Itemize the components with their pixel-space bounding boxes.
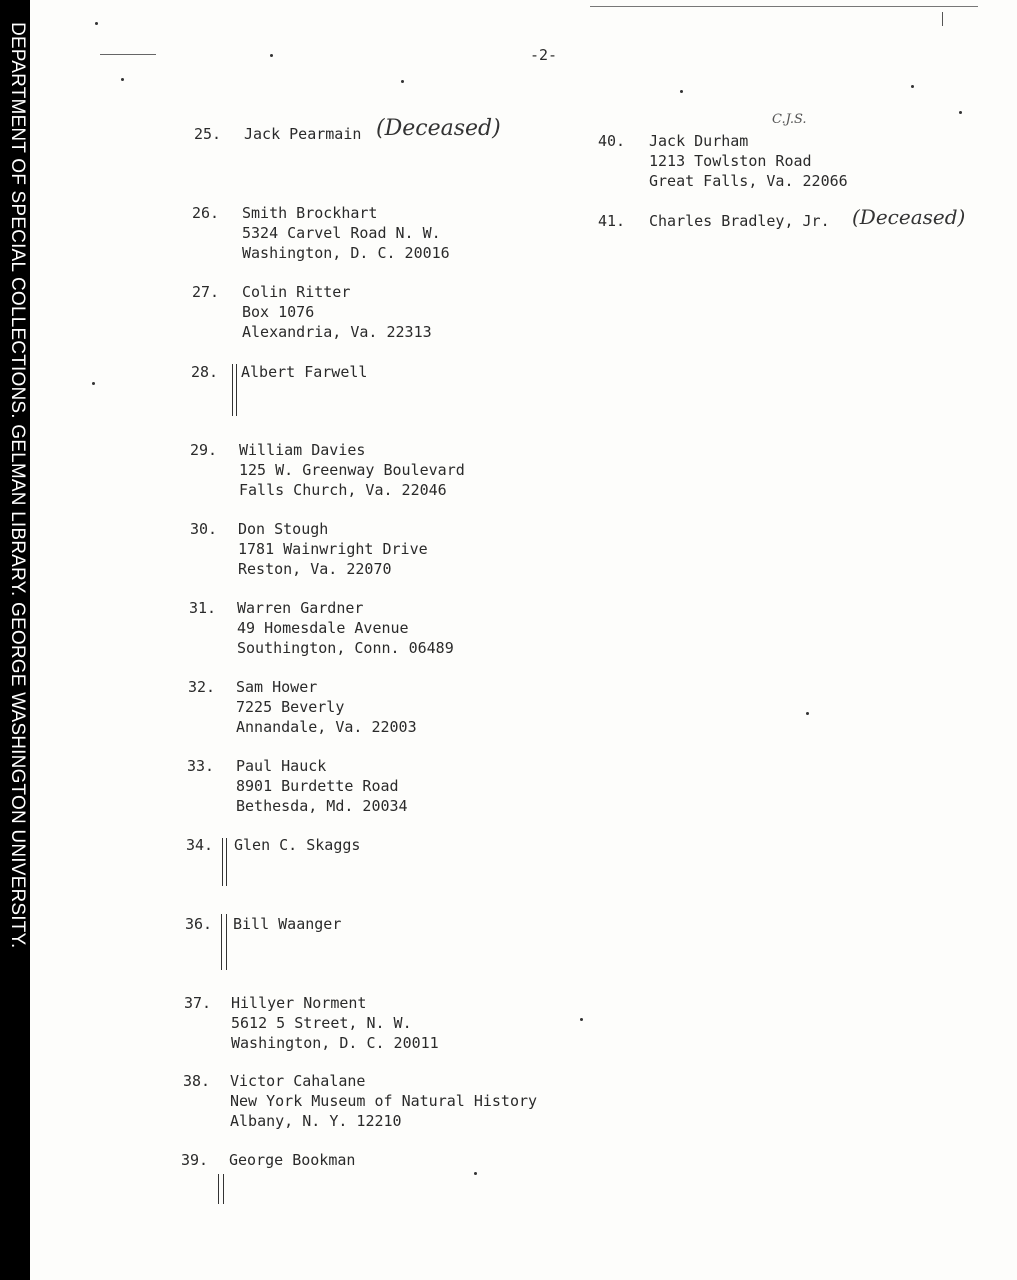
entry-city: Alexandria, Va. 22313	[242, 323, 432, 341]
handwritten-deceased-note: (Deceased)	[376, 116, 501, 141]
entry-address: 8901 Burdette Road	[236, 777, 399, 795]
entry-number: 36.	[185, 915, 213, 933]
entry-name: Bill Waanger	[233, 915, 342, 933]
scan-speck	[121, 78, 124, 81]
entry-address: 125 W. Greenway Boulevard	[239, 461, 465, 479]
margin-mark	[218, 1174, 219, 1204]
entry-name: Paul Hauck	[236, 757, 327, 775]
entry-city: Falls Church, Va. 22046	[239, 481, 447, 499]
entry-address: 49 Homesdale Avenue	[237, 619, 409, 637]
entry-number: 28.	[191, 363, 219, 381]
entry-address: 5324 Carvel Road N. W.	[242, 224, 441, 242]
entry-address: 7225 Beverly	[236, 698, 345, 716]
handwritten-initials: C.J.S.	[772, 112, 807, 127]
entry-city: Reston, Va. 22070	[238, 560, 392, 578]
entry-name: Sam Hower	[236, 678, 318, 696]
entry-number: 26.	[192, 204, 220, 222]
entry-number: 37.	[184, 994, 212, 1012]
scan-speck	[95, 22, 98, 25]
entry-name: Hillyer Norment	[231, 994, 367, 1012]
entry-number: 25.	[194, 125, 222, 143]
entry-number: 39.	[181, 1151, 209, 1169]
entry-city: Great Falls, Va. 22066	[649, 172, 848, 190]
entry-address: 5612 5 Street, N. W.	[231, 1014, 412, 1032]
scan-speck	[474, 1172, 477, 1175]
entry-number: 31.	[189, 599, 217, 617]
margin-mark	[226, 838, 227, 886]
entry-name: Glen C. Skaggs	[234, 836, 361, 854]
margin-mark	[236, 364, 237, 416]
entry-number: 40.	[598, 132, 626, 150]
entry-address: 1781 Wainwright Drive	[238, 540, 428, 558]
entry-number: 29.	[190, 441, 218, 459]
entry-name: George Bookman	[229, 1151, 356, 1169]
entry-name: Albert Farwell	[241, 363, 368, 381]
entry-city: Southington, Conn. 06489	[237, 639, 454, 657]
scan-speck	[911, 85, 914, 88]
entry-number: 34.	[186, 836, 214, 854]
entry-number: 30.	[190, 520, 218, 538]
entry-name: Jack Durham	[649, 132, 749, 150]
scan-speck	[580, 1018, 583, 1021]
entry-number: 32.	[188, 678, 216, 696]
margin-mark	[223, 1174, 224, 1204]
scan-speck	[680, 90, 683, 93]
archive-credit: DEPARTMENT OF SPECIAL COLLECTIONS. GELMAN LIBRARY. GEORGE WASHINGTON UNIVERSITY.	[7, 22, 28, 949]
entry-name: Don Stough	[238, 520, 329, 538]
entry-name: Jack Pearmain	[244, 125, 362, 143]
entry-address: Box 1076	[242, 303, 315, 321]
entry-name: William Davies	[239, 441, 366, 459]
entry-name: Charles Bradley, Jr.	[649, 212, 830, 230]
entry-name: Colin Ritter	[242, 283, 351, 301]
handwritten-deceased-note: (Deceased)	[852, 205, 966, 229]
archive-sidebar	[0, 0, 30, 1280]
entry-city: Albany, N. Y. 12210	[230, 1112, 402, 1130]
scan-speck	[92, 382, 95, 385]
margin-mark	[226, 914, 227, 970]
left-rule-line	[100, 54, 156, 55]
entry-address: New York Museum of Natural History	[230, 1092, 538, 1110]
entry-city: Washington, D. C. 20016	[242, 244, 450, 262]
entry-number: 38.	[183, 1072, 211, 1090]
margin-mark	[221, 914, 222, 970]
top-tick-mark	[942, 12, 943, 26]
scan-speck	[401, 80, 404, 83]
scan-speck	[806, 712, 809, 715]
entry-city: Annandale, Va. 22003	[236, 718, 417, 736]
entry-name: Smith Brockhart	[242, 204, 378, 222]
entry-number: 41.	[598, 212, 626, 230]
scan-speck	[270, 54, 273, 57]
entry-number: 27.	[192, 283, 220, 301]
entry-address: 1213 Towlston Road	[649, 152, 812, 170]
scan-speck	[959, 111, 962, 114]
margin-mark	[232, 364, 233, 416]
entry-name: Warren Gardner	[237, 599, 364, 617]
entry-name: Victor Cahalane	[230, 1072, 366, 1090]
top-rule-line	[590, 6, 978, 7]
entry-city: Bethesda, Md. 20034	[236, 797, 408, 815]
page-number: -2-	[530, 46, 558, 64]
entry-number: 33.	[187, 757, 215, 775]
margin-mark	[222, 838, 223, 886]
entry-city: Washington, D. C. 20011	[231, 1034, 439, 1052]
